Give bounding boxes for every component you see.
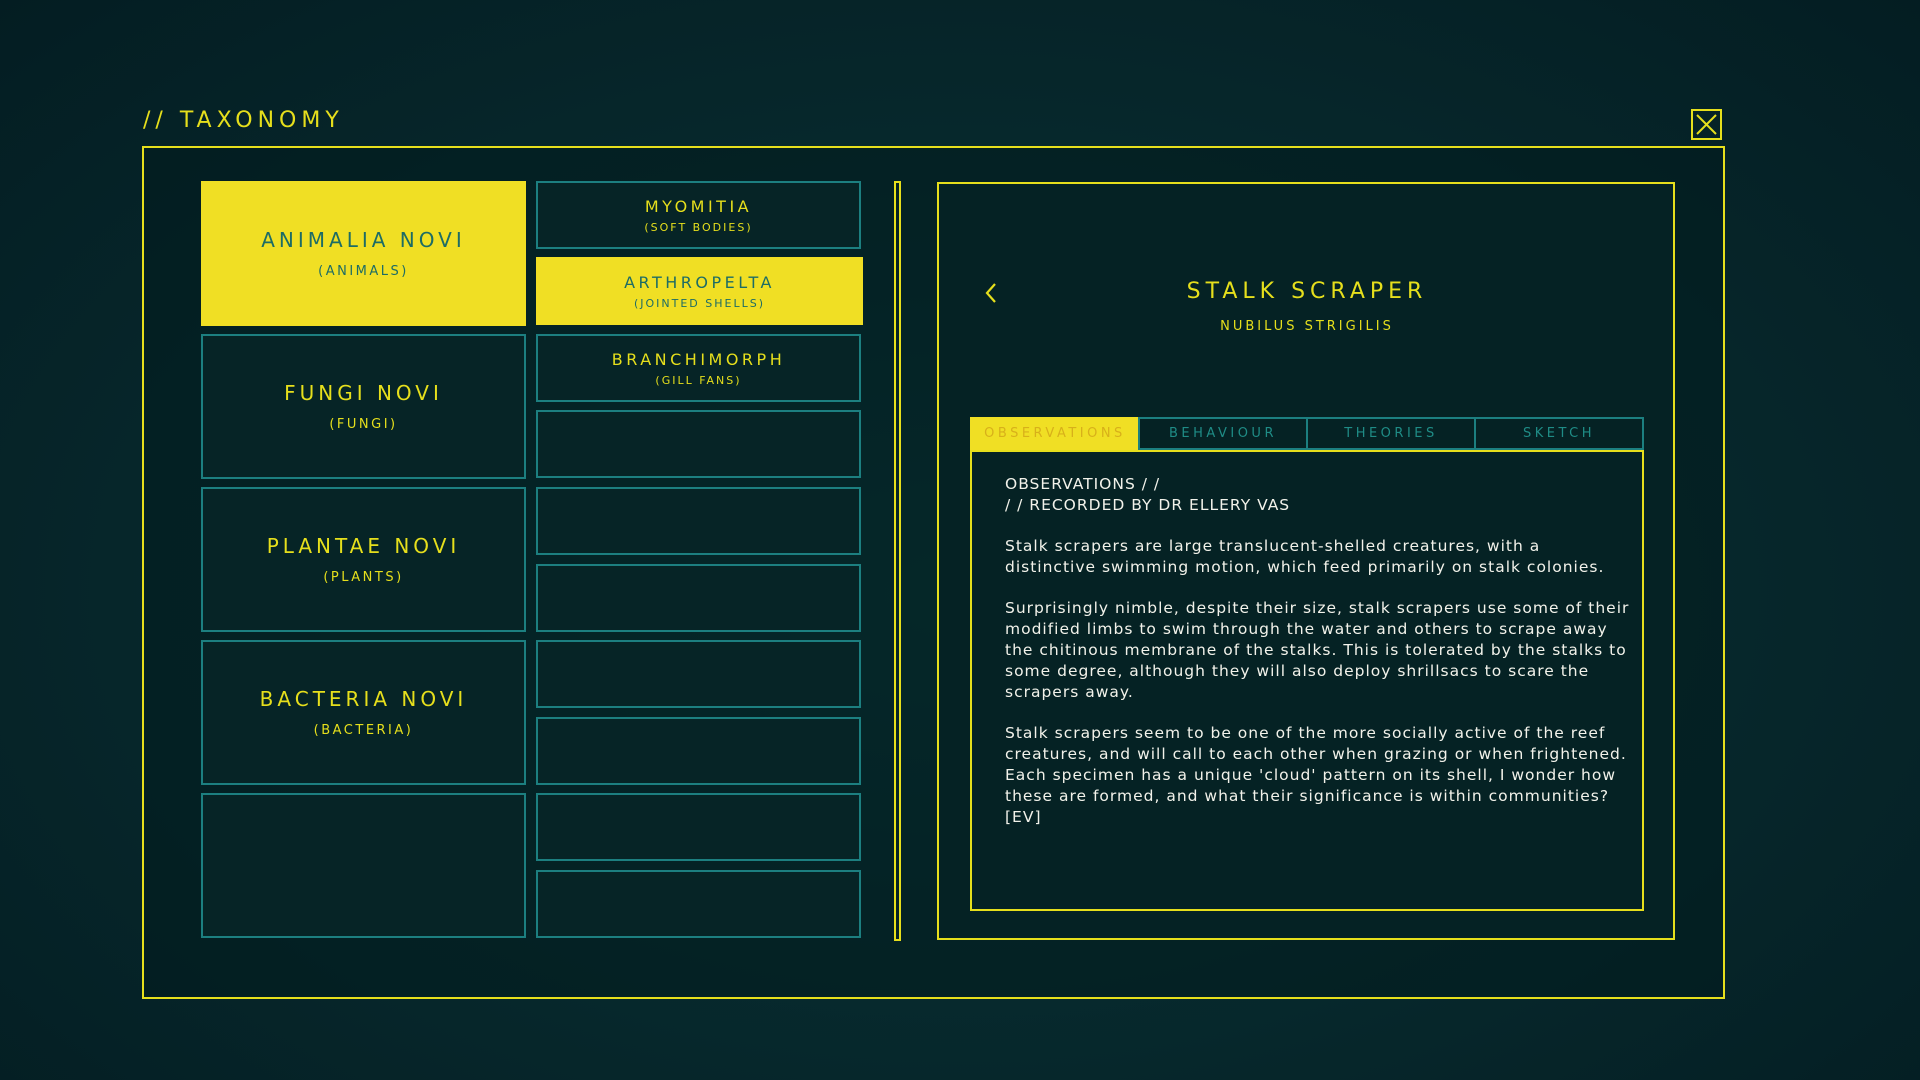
phylum-name: ARTHROPELTA — [624, 272, 775, 292]
phylum-empty-slot[interactable] — [536, 487, 861, 555]
back-button[interactable] — [980, 279, 1004, 307]
phylum-subtitle: (JOINTED SHELLS) — [633, 296, 766, 310]
phylum-empty-slot[interactable] — [536, 410, 861, 478]
creature-latin-name: NUBILUS STRIGILIS — [1220, 319, 1394, 334]
kingdom-name: BACTERIA NOVI — [259, 687, 468, 711]
observation-paragraph: Stalk scrapers are large translucent-shelled creatures, with a distinctive swimming motion, which feed primarily on stalk colonies. — [1005, 537, 1605, 576]
kingdom-bacteria[interactable] — [201, 640, 526, 785]
observations-text — [1005, 474, 1630, 828]
kingdom-animalia[interactable] — [201, 181, 526, 326]
observations-header: OBSERVATIONS / / — [1005, 475, 1161, 493]
phylum-name: MYOMITIA — [644, 196, 753, 216]
tab-behaviour[interactable]: BEHAVIOUR — [1138, 417, 1308, 450]
chevron-left-icon — [980, 279, 1004, 307]
kingdom-name: FUNGI NOVI — [284, 381, 443, 405]
phylum-empty-slot[interactable] — [536, 564, 861, 632]
phylum-empty-slot[interactable] — [536, 793, 861, 861]
observation-paragraph: Surprisingly nimble, despite their size, stalk scrapers use some of their modified limbs to swim through the water and others to scrape away the chitinous membrane of the stalks. This is tolerated by the stalks to some degree, although they will also deploy shrillsacs to scare the scrapers away. — [1005, 599, 1630, 701]
tab-theories[interactable]: THEORIES — [1306, 417, 1476, 450]
kingdom-subtitle: (BACTERIA) — [313, 723, 414, 738]
phylum-subtitle: (SOFT BODIES) — [644, 220, 753, 234]
observation-paragraph: Stalk scrapers seem to be one of the more socially active of the reef creatures, and will call to each other when grazing or when frightened. Each specimen has a unique 'cloud' pattern on its shell, I wonder how these are formed, and what their significance is within communities? [EV] — [1005, 724, 1627, 826]
page-title: // TAXONOMY — [143, 108, 344, 133]
phylum-empty-slot[interactable] — [536, 717, 861, 785]
close-x-icon — [1693, 111, 1720, 138]
kingdom-empty-slot[interactable] — [201, 793, 526, 938]
close-button[interactable] — [1691, 109, 1722, 140]
kingdom-subtitle: (ANIMALS) — [318, 264, 409, 279]
tab-sketch[interactable]: SKETCH — [1474, 417, 1644, 450]
phylum-subtitle: (GILL FANS) — [655, 373, 742, 387]
phylum-branchimorph[interactable] — [536, 334, 861, 402]
column-divider — [894, 181, 901, 941]
kingdom-fungi[interactable] — [201, 334, 526, 479]
phylum-name: BRANCHIMORPH — [611, 349, 786, 369]
phylum-arthropelta[interactable] — [536, 257, 863, 325]
phylum-empty-slot[interactable] — [536, 640, 861, 708]
kingdom-plantae[interactable] — [201, 487, 526, 632]
detail-tabs — [970, 417, 1644, 450]
phylum-myomitia[interactable] — [536, 181, 861, 249]
kingdom-name: ANIMALIA NOVI — [261, 228, 466, 252]
tab-observations[interactable]: OBSERVATIONS — [970, 417, 1140, 450]
observations-author: / / RECORDED BY DR ELLERY VAS — [1005, 496, 1291, 514]
kingdom-subtitle: (PLANTS) — [323, 570, 404, 585]
kingdom-name: PLANTAE NOVI — [266, 534, 461, 558]
creature-name: STALK SCRAPER — [1186, 279, 1428, 304]
kingdom-subtitle: (FUNGI) — [329, 417, 398, 432]
phylum-empty-slot[interactable] — [536, 870, 861, 938]
